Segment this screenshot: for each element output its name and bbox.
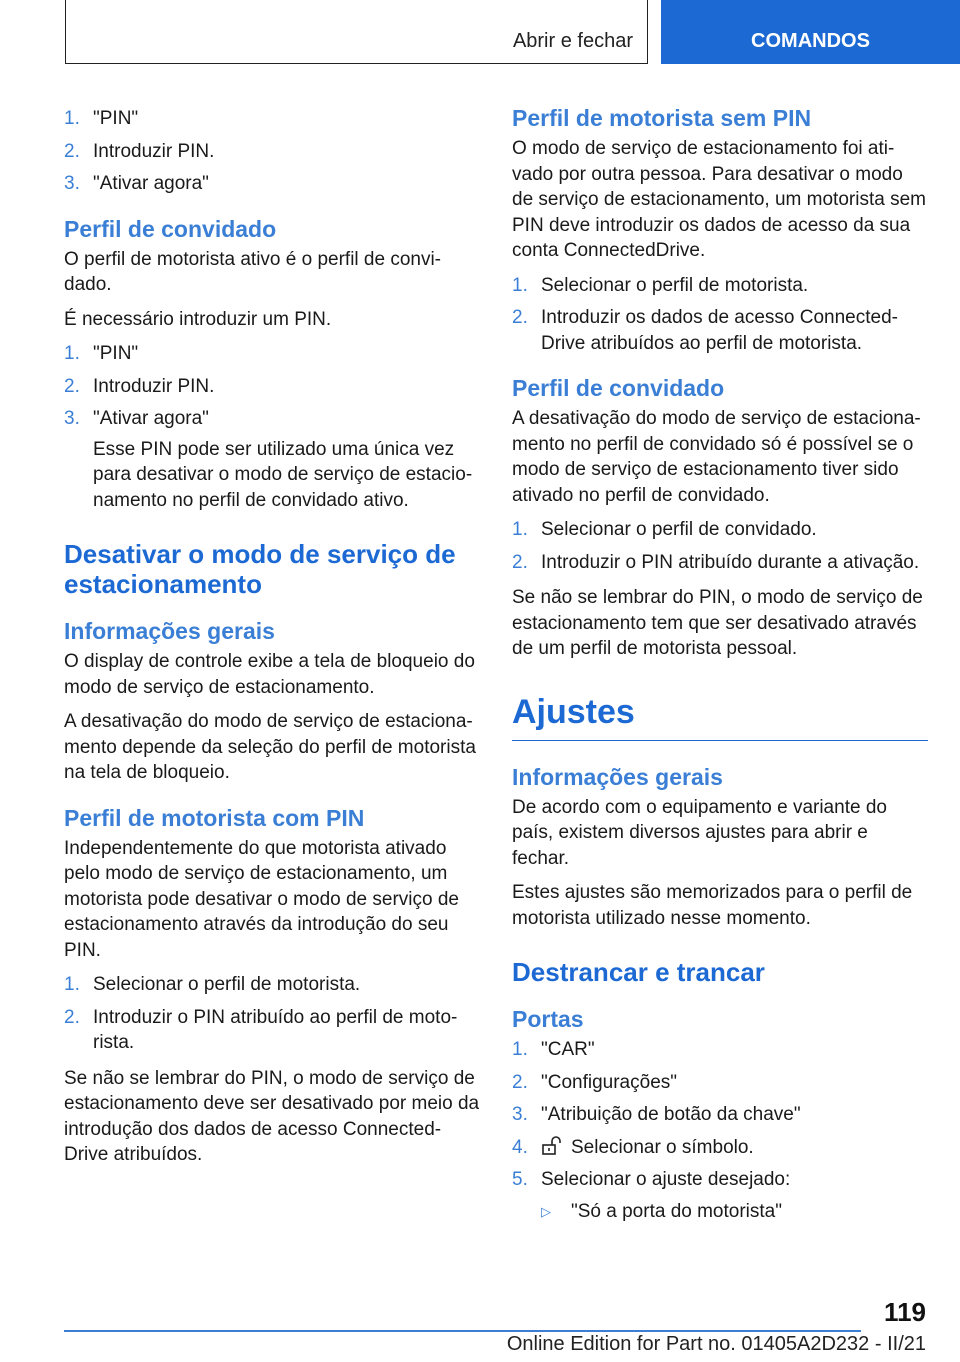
header-section-title: Abrir e fechar: [512, 30, 633, 52]
list-item: 1. Selecionar o perfil de convidado.: [512, 519, 817, 540]
settings-text-1: De acordo com o equipamento e variante do país, existem diversos ajustes para abrir e fechar.: [512, 796, 887, 869]
list-item: 2. Introduzir o PIN atribuído durante a ativação.: [512, 551, 920, 573]
settings-info-heading: Informações gerais: [512, 763, 723, 790]
list-item: 1. "PIN": [64, 343, 139, 364]
driver-with-pin-text: Independentemente do que motorista ativado pelo modo de serviço de estacionamento, um motorista pode desativar o modo de serviço de estacionamento através da introdução do seu PIN.: [64, 837, 459, 961]
general-info-heading: Informações gerais: [64, 618, 275, 644]
footer-divider: [64, 1330, 861, 1332]
left-column: [64, 108, 482, 1177]
list-item: 2. Introduzir PIN.: [64, 140, 215, 162]
triangle-bullet-icon: ▷: [541, 1203, 551, 1219]
step-note: Esse PIN pode ser utilizado uma única vez para desativar o modo de serviço de estacio-namento no perfil de convidado ativo.: [93, 438, 473, 511]
steps-list-4: [512, 273, 928, 357]
settings-text-2: Estes ajustes são memorizados para o perfil de motorista utilizado nesse momento.: [512, 882, 913, 929]
page-number: 119: [884, 1297, 926, 1327]
guest-profile-heading-2: Perfil de convidado: [512, 375, 725, 401]
list-item: 3. "Atribuição de botão da chave": [512, 1104, 801, 1125]
driver-with-pin-after: Se não se lembrar do PIN, o modo de serviço de estacionamento deve ser desativado por meio da introdução dos dados de acesso Connected-Drive atribuídos.: [64, 1067, 480, 1165]
driver-no-pin-text: O modo de serviço de estacionamento foi ati-vado por outra pessoa. Para desativar o modo de serviço de estacionamento, um motorista sem PIN deve introduzir os dados de acesso da sua conta ConnectedDrive.: [512, 138, 926, 261]
steps-list-2: [64, 341, 482, 513]
right-column: [512, 105, 928, 1234]
footer-edition: Online Edition for Part no. 01405A2D232 - II/21: [506, 1333, 926, 1355]
list-item: 1. "PIN": [64, 108, 139, 129]
list-item: 2. Introduzir os dados de acesso Connected-Drive atribuídos ao perfil de motorista.: [512, 307, 898, 354]
driver-no-pin-heading: Perfil de motorista sem PIN: [512, 105, 812, 131]
list-item: 1. "CAR": [512, 1039, 595, 1060]
steps-list-5: [512, 517, 928, 575]
general-info-text-2: A desativação do modo de serviço de estaciona-mento depende da seleção do perfil de motorista na tela de bloqueio.: [64, 711, 476, 783]
list-item: 4. Selecionar o símbolo.: [512, 1136, 754, 1158]
driver-with-pin-heading: Perfil de motorista com PIN: [64, 804, 365, 831]
list-item: 5. Selecionar o ajuste desejado: ▷ "Só a porta do motorista": [512, 1167, 928, 1224]
guest-profile-heading: Perfil de convidado: [64, 215, 277, 242]
header-chapter-tab: COMANDOS: [661, 0, 960, 64]
doors-heading: Portas: [512, 1006, 584, 1032]
list-item: 2. Introduzir o PIN atribuído ao perfil de moto-rista.: [64, 1006, 458, 1053]
list-item: 2. "Configurações": [512, 1071, 678, 1093]
list-item: 3. "Ativar agora": [64, 173, 209, 194]
sub-bullet: ▷ "Só a porta do motorista": [541, 1199, 928, 1225]
steps-list-3: [64, 972, 482, 1056]
general-info-text-1: O display de controle exibe a tela de bloqueio do modo de serviço de estacionamento.: [64, 651, 475, 698]
guest-profile-text: O perfil de motorista ativo é o perfil de convi-dado.: [64, 248, 442, 295]
list-item: 1. Selecionar o perfil de motorista.: [64, 974, 361, 995]
list-item: 3. "Ativar agora" Esse PIN pode ser utilizado uma única vez para desativar o modo de serviço de estacio-namento no perfil de convidado ativo.: [64, 406, 482, 513]
list-item: 1. Selecionar o perfil de motorista.: [512, 274, 809, 296]
unlock-icon: [541, 1136, 565, 1156]
steps-list-6: [512, 1037, 928, 1224]
list-item: 2. Introduzir PIN.: [64, 375, 215, 397]
header-section-box: [65, 0, 648, 64]
settings-heading: Ajustes: [512, 692, 928, 741]
guest-profile-pin-text: É necessário introduzir um PIN.: [64, 308, 332, 330]
steps-list-1: [64, 106, 482, 197]
guest-profile-text-2: A desativação do modo de serviço de estaciona-mento no perfil de convidado só é possível se o modo de serviço de estacionamento tiver sido ativado no perfil de convidado.: [512, 408, 921, 506]
deactivate-heading: Desativar o modo de serviço de estacionamento: [64, 539, 456, 599]
lock-unlock-heading: Destrancar e trancar: [512, 957, 765, 987]
guest-profile-after: Se não se lembrar do PIN, o modo de serviço de estacionamento tem que ser desativado através de um perfil de motorista pessoal.: [512, 587, 923, 659]
